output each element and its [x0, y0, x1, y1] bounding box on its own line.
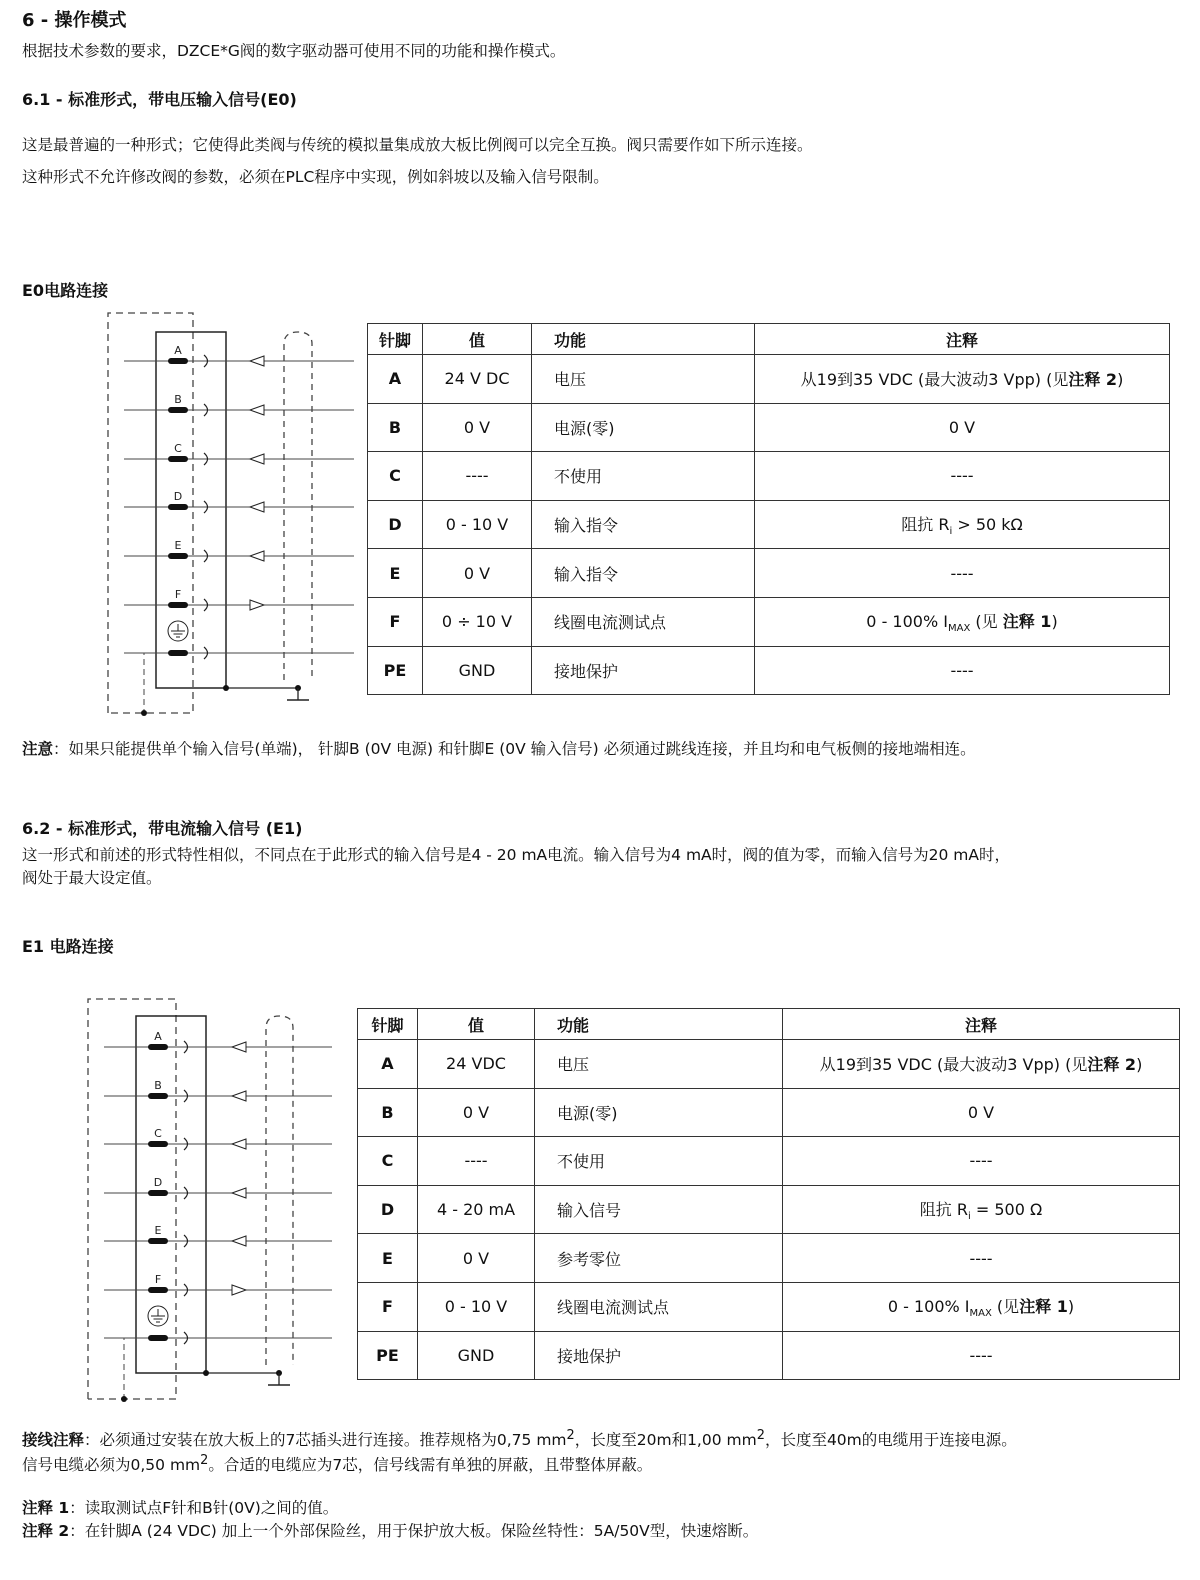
pin-contact	[148, 1093, 168, 1099]
e1-title: 6.2 - 标准形式，带电流输入信号 (E1)	[22, 819, 303, 838]
cell-note	[783, 1137, 1180, 1186]
note-text: 阻抗 R	[919, 1199, 968, 1219]
pin-contact	[148, 1287, 168, 1293]
cell-pin: A	[358, 1040, 418, 1089]
pin-label: E	[154, 1224, 162, 1237]
signal-arrow	[250, 600, 264, 610]
e0-pin-table	[367, 323, 1170, 695]
junction-dot	[223, 685, 229, 691]
wiring-text: 信号电缆必须为0,50 mm	[22, 1456, 201, 1475]
pin-contact	[168, 407, 188, 413]
note-text: 从19到35 VDC (最大波动3 Vpp) (见	[819, 1055, 1088, 1075]
header-note: 注释	[783, 1009, 1180, 1040]
pin-label: B	[174, 393, 182, 406]
pin-contact	[148, 1335, 168, 1341]
table-row	[368, 452, 1170, 501]
cell-function: 电压	[532, 355, 755, 404]
cell-note	[755, 646, 1170, 695]
cell-function: 电压	[535, 1040, 783, 1089]
pin-contact	[168, 504, 188, 510]
cell-value: 4 - 20 mA	[418, 1185, 535, 1234]
note-text: 阻抗 R	[901, 514, 950, 534]
footnote-text: ：读取测试点F针和B针(0V)之间的值。	[69, 1499, 339, 1517]
pin-contact	[148, 1141, 168, 1147]
cell-function: 输入指令	[532, 500, 755, 549]
superscript: 2	[566, 1428, 575, 1443]
note-text: ----	[950, 466, 974, 486]
cell-value: GND	[423, 646, 532, 695]
pin-label: C	[174, 442, 182, 455]
wiring-text: ，长度至40m的电缆用于连接电源。	[764, 1431, 1017, 1450]
table-row	[368, 646, 1170, 695]
e1-paragraph-2: 阀处于最大设定值。	[22, 869, 162, 887]
pin-label: F	[174, 588, 182, 601]
cell-function: 电源(零)	[532, 403, 755, 452]
note-text: 0 - 100% I	[887, 1297, 970, 1317]
cell-note	[755, 452, 1170, 501]
cell-function: 线圈电流测试点	[535, 1282, 783, 1331]
pin-label: A	[154, 1030, 162, 1043]
e1-pin-table	[357, 1008, 1180, 1380]
pin-label: D	[173, 490, 183, 503]
signal-arrow	[250, 405, 264, 415]
note-text: )	[1067, 1297, 1075, 1317]
cell-note	[783, 1185, 1180, 1234]
table-row	[368, 500, 1170, 549]
pin-contact	[148, 1238, 168, 1244]
pin-contact	[168, 553, 188, 559]
cell-value: 0 - 10 V	[423, 500, 532, 549]
note-text: )	[1117, 370, 1124, 390]
note-text: ----	[969, 1151, 993, 1171]
cell-pin: D	[368, 500, 423, 549]
junction-dot	[141, 710, 147, 716]
cell-pin: F	[368, 597, 423, 646]
table-row	[358, 1234, 1180, 1283]
e0-connector-drawing	[108, 313, 354, 716]
cell-function: 接地保护	[532, 646, 755, 695]
note-text: )	[1136, 1055, 1143, 1075]
note-text: ----	[950, 660, 974, 680]
cable-shield	[266, 1016, 293, 1365]
cable-shield	[284, 332, 312, 680]
cell-pin: PE	[358, 1331, 418, 1380]
signal-arrow	[232, 1042, 246, 1052]
signal-arrow	[232, 1285, 246, 1295]
signal-arrow	[232, 1139, 246, 1149]
cell-value: 0 - 10 V	[418, 1282, 535, 1331]
header-value: 值	[423, 324, 532, 355]
superscript: 2	[200, 1453, 209, 1468]
cell-pin: C	[358, 1137, 418, 1186]
cell-value: 0 V	[423, 403, 532, 452]
signal-arrow	[232, 1091, 246, 1101]
note-text: )	[1051, 612, 1058, 632]
cell-note	[783, 1331, 1180, 1380]
e0-circuit-title: E0电路连接	[22, 281, 109, 300]
cell-function: 电源(零)	[535, 1088, 783, 1137]
cell-note	[783, 1040, 1180, 1089]
cell-note	[783, 1234, 1180, 1283]
table-row	[358, 1282, 1180, 1331]
wiring-text: ，长度至20m和1,00 mm	[574, 1431, 757, 1450]
cell-function: 输入指令	[532, 549, 755, 598]
pin-contact	[168, 456, 188, 462]
wiring-text: 。合适的电缆应为7芯，信号线需有单独的屏蔽，且带整体屏蔽。	[208, 1456, 653, 1475]
note-text: (见	[991, 1297, 1020, 1317]
signal-arrow	[232, 1188, 246, 1198]
cell-value: ----	[418, 1137, 535, 1186]
superscript: 2	[756, 1428, 765, 1443]
cell-note	[755, 597, 1170, 646]
section-intro: 根据技术参数的要求，DZCE*G阀的数字驱动器可使用不同的功能和操作模式。	[22, 42, 566, 60]
cell-function: 输入信号	[535, 1185, 783, 1234]
table-row	[358, 1185, 1180, 1234]
cell-value: GND	[418, 1331, 535, 1380]
note-text: ----	[969, 1345, 993, 1365]
note-subscript: MAX	[969, 1308, 992, 1320]
junction-dot	[121, 1396, 127, 1402]
e0-notice-text: ：如果只能提供单个输入信号(单端)， 针脚B (0V 电源) 和针脚E (0V 输入信号) 必须通过跳线连接，并且均和电气板侧的接地端相连。	[53, 740, 976, 758]
cell-pin: B	[368, 403, 423, 452]
cell-note	[783, 1282, 1180, 1331]
e0-circuit-diagram	[100, 305, 362, 725]
note-text: ----	[969, 1248, 993, 1268]
cell-function: 线圈电流测试点	[532, 597, 755, 646]
table-row	[368, 597, 1170, 646]
pin-contact	[168, 602, 188, 608]
signal-arrow	[232, 1236, 246, 1246]
table-header-row	[368, 324, 1170, 355]
cell-pin: A	[368, 355, 423, 404]
table-row	[358, 1331, 1180, 1380]
cell-pin: D	[358, 1185, 418, 1234]
header-function: 功能	[532, 324, 755, 355]
note-reference: 注释 2	[1087, 1055, 1137, 1075]
note-reference: 注释 1	[1019, 1297, 1068, 1317]
note-text: 0 - 100% I	[866, 612, 948, 632]
junction-dot	[203, 1370, 209, 1376]
cell-note	[755, 549, 1170, 598]
note-text: = 500 Ω	[970, 1199, 1043, 1219]
header-pin: 针脚	[368, 324, 423, 355]
note-subscript: i	[949, 526, 953, 538]
wiring-note-line-2	[22, 1450, 652, 1476]
cell-function: 不使用	[535, 1137, 783, 1186]
cell-value: 0 ÷ 10 V	[423, 597, 532, 646]
footnote-label: 注释 2	[22, 1522, 70, 1540]
note-subscript: MAX	[947, 623, 971, 635]
wiring-text: ：必须通过安装在放大板上的7芯插头进行连接。推荐规格为0,75 mm	[84, 1431, 567, 1450]
e1-circuit-diagram	[80, 990, 350, 1410]
cell-pin: B	[358, 1088, 418, 1137]
table-header-row	[358, 1009, 1180, 1040]
pin-label: D	[153, 1176, 163, 1189]
cell-value: 24 VDC	[418, 1040, 535, 1089]
note-text: ----	[950, 563, 974, 583]
note-text: > 50 kΩ	[952, 514, 1023, 534]
signal-arrow	[250, 551, 264, 561]
signal-arrow	[250, 356, 264, 366]
table-row	[368, 549, 1170, 598]
wiring-note-label: 接线注释	[22, 1431, 85, 1450]
pin-contact	[148, 1044, 168, 1050]
cell-value: 0 V	[418, 1088, 535, 1137]
note-text: 0 V	[948, 417, 976, 437]
e1-circuit-title: E1 电路连接	[22, 937, 114, 956]
table-row	[368, 355, 1170, 404]
e0-notice	[22, 738, 976, 760]
cell-pin: F	[358, 1282, 418, 1331]
cell-value: 0 V	[418, 1234, 535, 1283]
note-text: (见	[970, 612, 1003, 632]
cell-function: 接地保护	[535, 1331, 783, 1380]
header-value: 值	[418, 1009, 535, 1040]
cell-function: 不使用	[532, 452, 755, 501]
wiring-note-line-1	[22, 1425, 1017, 1451]
pin-label: B	[154, 1079, 162, 1092]
note-reference: 注释 2	[1068, 370, 1118, 390]
pin-label: C	[154, 1127, 162, 1140]
header-pin: 针脚	[358, 1009, 418, 1040]
header-function: 功能	[535, 1009, 783, 1040]
table-row	[358, 1088, 1180, 1137]
pin-label: F	[154, 1273, 162, 1286]
note-text: 从19到35 VDC (最大波动3 Vpp) (见	[800, 370, 1069, 390]
note-text: 0 V	[967, 1102, 995, 1122]
e0-paragraph-2: 这种形式不允许修改阀的参数，必须在PLC程序中实现，例如斜坡以及输入信号限制。	[22, 168, 609, 186]
footnote-1	[22, 1497, 338, 1519]
pin-label: A	[174, 344, 182, 357]
cell-pin: E	[358, 1234, 418, 1283]
pin-contact	[168, 650, 188, 656]
cell-note	[755, 500, 1170, 549]
cell-pin: PE	[368, 646, 423, 695]
cell-note	[755, 403, 1170, 452]
section-title: 6 - 操作模式	[22, 10, 127, 31]
signal-arrow	[250, 502, 264, 512]
cell-value: 24 V DC	[423, 355, 532, 404]
table-row	[368, 403, 1170, 452]
table-row	[358, 1137, 1180, 1186]
footnote-text: ：在针脚A (24 VDC) 加上一个外部保险丝，用于保护放大板。保险丝特性：5A/50V型，快速熔断。	[69, 1522, 759, 1540]
cell-pin: C	[368, 452, 423, 501]
cell-value: 0 V	[423, 549, 532, 598]
cell-function: 参考零位	[535, 1234, 783, 1283]
connector-body	[156, 332, 226, 688]
pin-label: E	[174, 539, 182, 552]
pin-contact	[168, 358, 188, 364]
connector-body	[136, 1016, 206, 1373]
signal-arrow	[250, 454, 264, 464]
footnote-label: 注释 1	[22, 1499, 70, 1517]
table-row	[358, 1040, 1180, 1089]
e1-paragraph-1: 这一形式和前述的形式特性相似，不同点在于此形式的输入信号是4 - 20 mA电流。输入信号为4 mA时，阀的值为零，而输入信号为20 mA时，	[22, 846, 1011, 864]
cell-note	[783, 1088, 1180, 1137]
cell-note	[755, 355, 1170, 404]
cell-value: ----	[423, 452, 532, 501]
e0-title: 6.1 - 标准形式，带电压输入信号(E0)	[22, 90, 297, 109]
e1-connector-drawing	[88, 999, 332, 1402]
note-reference: 注释 1	[1002, 612, 1052, 632]
footnote-2	[22, 1520, 758, 1542]
header-note: 注释	[755, 324, 1170, 355]
e0-paragraph-1: 这是最普遍的一种形式；它使得此类阀与传统的模拟量集成放大板比例阀可以完全互换。阀只需要作如下所示连接。	[22, 136, 813, 154]
e0-notice-label: 注意	[22, 740, 54, 758]
note-subscript: i	[968, 1211, 971, 1223]
cell-pin: E	[368, 549, 423, 598]
pin-contact	[148, 1190, 168, 1196]
